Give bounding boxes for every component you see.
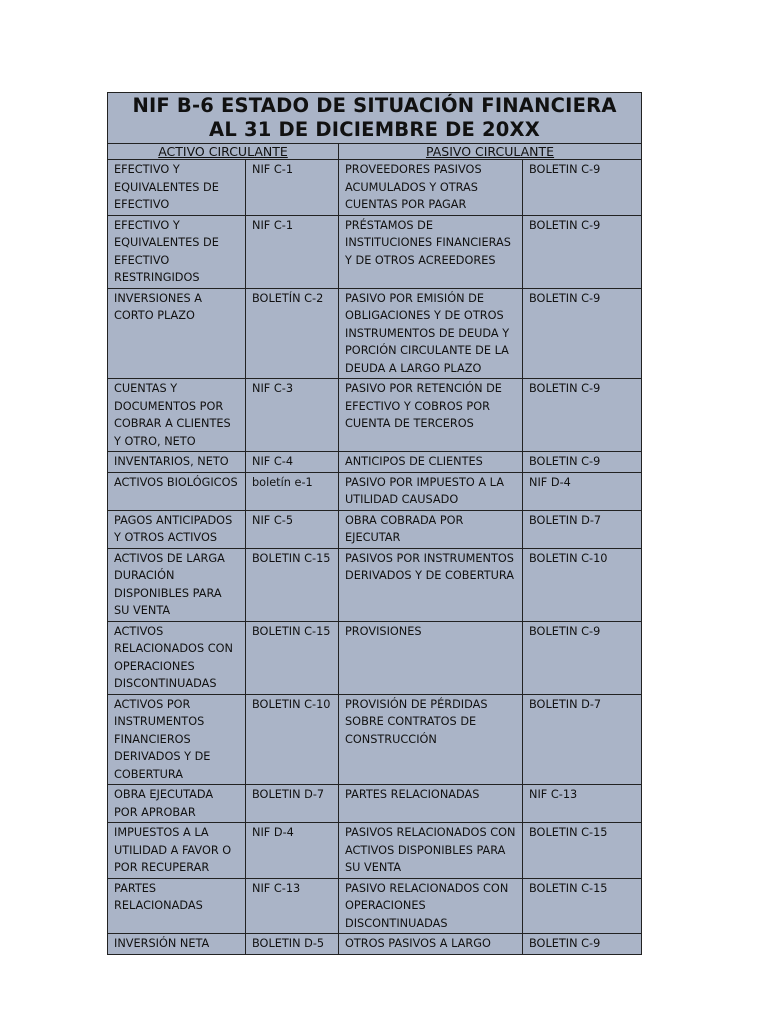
table-row: [108, 621, 642, 694]
liability-name-cell: PASIVO RELACIONADOS CON OPERACIONES DISCONTINUADAS: [339, 878, 523, 934]
liability-reference-cell: NIF D-4: [523, 472, 642, 510]
liability-name-cell: PASIVOS RELACIONADOS CON ACTIVOS DISPONIBLES PARA SU VENTA: [339, 823, 523, 879]
table-row: [108, 510, 642, 548]
asset-reference-cell: NIF C-13: [246, 878, 339, 934]
liability-reference-cell: BOLETIN C-9: [523, 160, 642, 216]
liability-name-cell: PASIVO POR EMISIÓN DE OBLIGACIONES Y DE OTROS INSTRUMENTOS DE DEUDA Y PORCIÓN CIRCULANTE DE LA DEUDA A LARGO PLAZO: [339, 288, 523, 379]
asset-reference-cell: BOLETÍN C-2: [246, 288, 339, 379]
asset-name-cell: INVERSIÓN NETA: [108, 934, 246, 955]
liability-reference-cell: BOLETIN D-7: [523, 510, 642, 548]
section-header-liabilities: PASIVO CIRCULANTE: [339, 144, 642, 160]
liability-reference-cell: BOLETIN C-9: [523, 934, 642, 955]
asset-name-cell: ACTIVOS BIOLÓGICOS: [108, 472, 246, 510]
table-body: [108, 160, 642, 955]
asset-reference-cell: NIF D-4: [246, 823, 339, 879]
liability-name-cell: PROVISIONES: [339, 621, 523, 694]
table-row: [108, 934, 642, 955]
table-row: [108, 823, 642, 879]
liability-name-cell: PARTES RELACIONADAS: [339, 785, 523, 823]
section-header-assets: ACTIVO CIRCULANTE: [108, 144, 339, 160]
asset-name-cell: INVENTARIOS, NETO: [108, 452, 246, 473]
asset-reference-cell: NIF C-1: [246, 160, 339, 216]
asset-name-cell: ACTIVOS POR INSTRUMENTOS FINANCIEROS DERIVADOS Y DE COBERTURA: [108, 694, 246, 785]
asset-name-cell: OBRA EJECUTADA POR APROBAR: [108, 785, 246, 823]
liability-reference-cell: BOLETIN C-15: [523, 823, 642, 879]
asset-name-cell: IMPUESTOS A LA UTILIDAD A FAVOR O POR RECUPERAR: [108, 823, 246, 879]
asset-reference-cell: BOLETIN C-15: [246, 621, 339, 694]
asset-reference-cell: boletín e-1: [246, 472, 339, 510]
asset-name-cell: CUENTAS Y DOCUMENTOS POR COBRAR A CLIENTES Y OTRO, NETO: [108, 379, 246, 452]
title-line-2: AL 31 DE DICIEMBRE DE 20XX: [209, 118, 540, 141]
section-header-row: [108, 144, 642, 160]
asset-reference-cell: NIF C-3: [246, 379, 339, 452]
liability-name-cell: PROVEEDORES PASIVOS ACUMULADOS Y OTRAS CUENTAS POR PAGAR: [339, 160, 523, 216]
asset-reference-cell: NIF C-4: [246, 452, 339, 473]
asset-reference-cell: BOLETIN D-7: [246, 785, 339, 823]
document-title: [108, 93, 642, 144]
table-row: [108, 548, 642, 621]
document-page: [107, 92, 641, 955]
title-line-1: NIF B-6 ESTADO DE SITUACIÓN FINANCIERA: [132, 94, 617, 117]
asset-reference-cell: BOLETIN C-10: [246, 694, 339, 785]
asset-reference-cell: BOLETIN C-15: [246, 548, 339, 621]
liability-reference-cell: BOLETIN C-15: [523, 878, 642, 934]
liability-reference-cell: BOLETIN C-9: [523, 288, 642, 379]
liability-reference-cell: NIF C-13: [523, 785, 642, 823]
table-row: [108, 785, 642, 823]
table-row: [108, 878, 642, 934]
table-row: [108, 472, 642, 510]
table-row: [108, 160, 642, 216]
asset-name-cell: ACTIVOS DE LARGA DURACIÓN DISPONIBLES PARA SU VENTA: [108, 548, 246, 621]
balance-sheet-table: [107, 92, 642, 955]
liability-name-cell: ANTICIPOS DE CLIENTES: [339, 452, 523, 473]
liability-name-cell: OTROS PASIVOS A LARGO: [339, 934, 523, 955]
table-row: [108, 215, 642, 288]
table-row: [108, 452, 642, 473]
liability-reference-cell: BOLETIN C-9: [523, 379, 642, 452]
table-row: [108, 288, 642, 379]
asset-name-cell: EFECTIVO Y EQUIVALENTES DE EFECTIVO RESTRINGIDOS: [108, 215, 246, 288]
title-row: [108, 93, 642, 144]
table-row: [108, 694, 642, 785]
liability-name-cell: PRÉSTAMOS DE INSTITUCIONES FINANCIERAS Y DE OTROS ACREEDORES: [339, 215, 523, 288]
asset-name-cell: PARTES RELACIONADAS: [108, 878, 246, 934]
liability-reference-cell: BOLETIN C-9: [523, 621, 642, 694]
liability-reference-cell: BOLETIN C-10: [523, 548, 642, 621]
asset-name-cell: PAGOS ANTICIPADOS Y OTROS ACTIVOS: [108, 510, 246, 548]
liability-reference-cell: BOLETIN C-9: [523, 215, 642, 288]
liability-name-cell: PROVISIÓN DE PÉRDIDAS SOBRE CONTRATOS DE CONSTRUCCIÓN: [339, 694, 523, 785]
table-row: [108, 379, 642, 452]
liability-name-cell: PASIVOS POR INSTRUMENTOS DERIVADOS Y DE COBERTURA: [339, 548, 523, 621]
liability-name-cell: PASIVO POR IMPUESTO A LA UTILIDAD CAUSADO: [339, 472, 523, 510]
asset-name-cell: EFECTIVO Y EQUIVALENTES DE EFECTIVO: [108, 160, 246, 216]
liability-reference-cell: BOLETIN C-9: [523, 452, 642, 473]
asset-reference-cell: NIF C-1: [246, 215, 339, 288]
asset-reference-cell: BOLETIN D-5: [246, 934, 339, 955]
liability-name-cell: PASIVO POR RETENCIÓN DE EFECTIVO Y COBROS POR CUENTA DE TERCEROS: [339, 379, 523, 452]
asset-name-cell: INVERSIONES A CORTO PLAZO: [108, 288, 246, 379]
liability-name-cell: OBRA COBRADA POR EJECUTAR: [339, 510, 523, 548]
liability-reference-cell: BOLETIN D-7: [523, 694, 642, 785]
asset-reference-cell: NIF C-5: [246, 510, 339, 548]
asset-name-cell: ACTIVOS RELACIONADOS CON OPERACIONES DISCONTINUADAS: [108, 621, 246, 694]
